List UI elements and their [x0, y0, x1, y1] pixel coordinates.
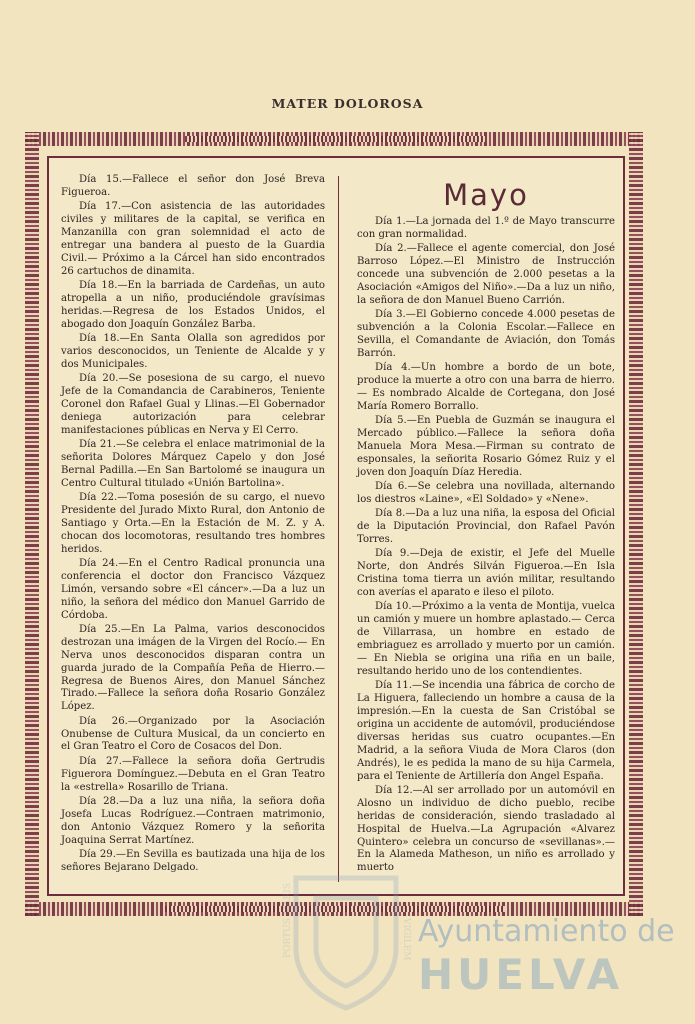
entry-paragraph: Día 15.—Fallece el señor don José Breva Figueroa. [61, 174, 325, 198]
entry-paragraph: Día 1.—La jornada del 1.º de Mayo transcurre con gran normalidad. [357, 216, 615, 240]
entry-paragraph: Día 20.—Se posesiona de su cargo, el nuevo Jefe de la Comandancia de Carabineros, Teniente Coronel don Rafael Gual y Llinas.—El Gobernador deniega autorización para celebrar manifestaciones públicas en Nerva y El Cerro. [61, 373, 325, 436]
entry-paragraph: Día 8.—Da a luz una niña, la esposa del Oficial de la Diputación Provincial, don Rafael Pavón Torres. [357, 508, 615, 546]
watermark-line1: Ayuntamiento de [418, 914, 675, 949]
entry-paragraph: Día 12.—Al ser arrollado por un automóvil en Alosno un individuo de dicho pueblo, recibe heridas de consideración, siendo trasladado al Hospital de Huelva.—La Agrupación «Alvarez Quintero» celebra un concurso de «sevillanas».—En la Alameda Matheson, un niño es arrollado y muerto [357, 784, 615, 874]
seal-text-left: PORTUS MARIS [283, 883, 293, 958]
month-heading: Mayo [443, 178, 529, 212]
ornamental-frame [25, 132, 643, 916]
seal-text-right: VIGILEM [401, 918, 411, 961]
entry-paragraph: Día 18.—En la barriada de Cardeñas, un auto atropella a un niño, produciéndole gravísimas heridas.—Regresa de los Estados Unidos, el abogado don Joaquín González Barba. [61, 280, 325, 330]
entry-paragraph: Día 2.—Fallece el agente comercial, don José Barroso López.—El Ministro de Instrucción concede una subvención de 2.000 pesetas a la Asociación «Amigos del Niño».—Da a luz un niño, la señora de don Manuel Bueno Carrión. [357, 243, 615, 306]
entry-paragraph: Día 17.—Con asistencia de las autoridades civiles y militares de la capital, se verifica en Manzanilla con gran solemnidad el acto de entregar una bandera al puesto de la Guardia Civil.— Próximo a la Cárcel han sido encontrados 26 cartuchos de dinamita. [61, 201, 325, 277]
entry-paragraph: Día 21.—Se celebra el enlace matrimonial de la señorita Dolores Márquez Capelo y don José Bernal Padilla.—En San Bartolomé se inaugura un Centro Cultural titulado «Unión Bartolina». [61, 439, 325, 489]
entry-paragraph: Día 27.—Fallece la señora doña Gertrudis Figuerora Domínguez.—Debuta en el Gran Teatro la «estrella» Rosarillo de Triana. [61, 755, 325, 793]
entry-paragraph: Día 25.—En La Palma, varios desconocidos destrozan una imágen de la Virgen del Rocío.— En Nerva unos desconocidos disparan contra un guarda jurado de la Compañía Peña de Hierro.— Regresa de Buenos Aires, don Manuel Sánchez Tirado.—Fallece la señora doña Rosario González López. [61, 623, 325, 713]
right-column [357, 216, 615, 877]
entry-paragraph: Día 9.—Deja de existir, el Jefe del Muelle Norte, don Andrés Silván Figueroa.—En Isla Cristina toma tierra un avión militar, resultando con averías el aparato e ileso el piloto. [357, 548, 615, 599]
border-left [25, 132, 39, 916]
watermark-line2: HUELVA [418, 950, 624, 999]
border-right [629, 132, 643, 916]
column-divider [338, 176, 339, 882]
content-box [47, 156, 625, 896]
left-column [61, 174, 325, 876]
entry-paragraph: Día 26.—Organizado por la Asociación Onubense de Cultura Musical, da un concierto en el Gran Teatro el Coro de Cosacos del Don. [61, 715, 325, 753]
entry-paragraph: Día 22.—Toma posesión de su cargo, el nuevo Presidente del Jurado Mixto Rural, don Antonio de Santiago y Orta.—En la Estación de M. Z. y A. chocan dos locomotoras, resultando tres hombres heridos. [61, 492, 325, 555]
page-header: MATER DOLOROSA [271, 96, 424, 111]
entry-paragraph: Día 28.—Da a luz una niña, la señora doña Josefa Lucas Rodríguez.—Contraen matrimonio, don Antonio Vázquez Romero y la señorita Joaquina Serrat Martínez. [61, 795, 325, 846]
entry-paragraph: Día 3.—El Gobierno concede 4.000 pesetas de subvención a la Colonia Escolar.—Fallece en Sevilla, el Comandante de Aviación, don Tomás Barrón. [357, 309, 615, 359]
entry-paragraph: Día 24.—En el Centro Radical pronuncia una conferencia el doctor don Francisco Vázquez Limón, versando sobre «El cáncer».—Da a luz un niño, la señora del médico don Manuel Garrido de Córdoba. [61, 558, 325, 621]
entry-paragraph: Día 4.—Un hombre a bordo de un bote, produce la muerte a otro con una barra de hierro.— Es nombrado Alcalde de Cortegana, don José María Romero Borrallo. [357, 362, 615, 412]
entry-paragraph: Día 29.—En Sevilla es bautizada una hija de los señores Bejarano Delgado. [61, 848, 325, 873]
entry-paragraph: Día 11.—Se incendia una fábrica de corcho de La Higuera, falleciendo un hombre a causa de la impresión.—En la cuesta de San Cristóbal se origina un accidente de automóvil, produciéndose diversas heridas sus cuatro ocupantes.—En Madrid, a la señora Viuda de Mora Claros (don Andrés), le es pedida la mano de su hija Carmela, para el Teniente de Artillería don Angel España. [357, 680, 615, 782]
entry-paragraph: Día 5.—En Puebla de Guzmán se inaugura el Mercado público.—Fallece la señora doña Manuela Mora Mesa.—Firman su contrato de esponsales, la señorita Rosario Gómez Ruiz y el joven don Joaquín Díaz Heredia. [357, 415, 615, 478]
entry-paragraph: Día 18.—En Santa Olalla son agredidos por varios desconocidos, un Teniente de Alcalde y y dos Municipales. [61, 333, 325, 370]
entry-paragraph: Día 6.—Se celebra una novillada, alternando los diestros «Laine», «El Soldado» y «Nene». [357, 481, 615, 505]
border-top-dots [185, 136, 485, 142]
entry-paragraph: Día 10.—Próximo a la venta de Montija, vuelca un camión y muere un hombre aplastado.— Cerca de Villarrasa, un hombre en estado de embriaguez es arrollado y muerto por un camión.— En Niebla se origina una riña en un baile, resultando herido uno de los contendientes. [357, 601, 615, 677]
